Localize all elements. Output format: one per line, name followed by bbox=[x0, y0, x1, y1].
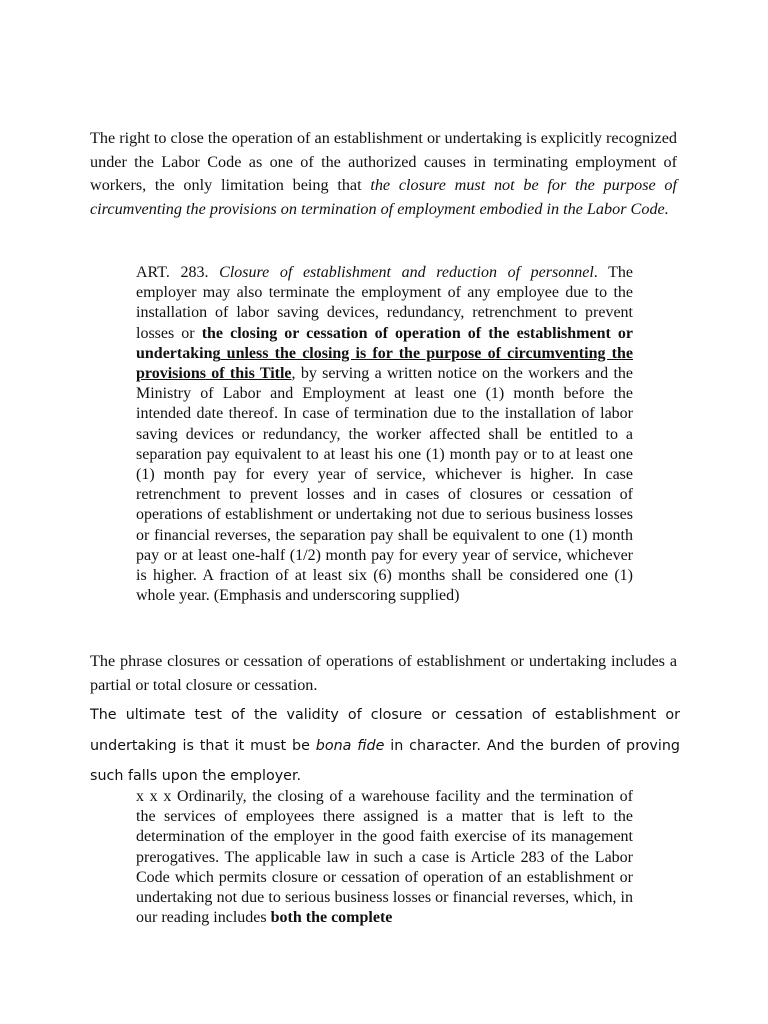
warehouse-quote-bold: both the complete bbox=[270, 909, 393, 927]
ultimate-test-text-1: The ultimate test of the validity of closure or cessation of establishment or undertaking is that it must be bbox=[90, 707, 680, 754]
intro-italic-text: the closure must not be for the purpose of circumventing the provisions on termination of employment embodied in the Labor Code. bbox=[90, 176, 677, 218]
article-underlined-comma: , bbox=[267, 526, 272, 544]
article-bold-underlined-text: unless the closing is for the purpose of circumventing the provisions of this Title bbox=[136, 344, 633, 383]
ultimate-test-text-2: in character. And the burden of proving such falls upon the employer. bbox=[90, 737, 681, 784]
intro-text: The right to close the operation of an establishment or undertaking is explicitly recognized under the Labor Code as one of the authorized causes in terminating employment of workers, the only limitation being that bbox=[90, 129, 677, 194]
bona-fide-text: bona fide bbox=[315, 737, 385, 754]
article-283-quote bbox=[136, 263, 633, 606]
warehouse-quote bbox=[136, 787, 633, 928]
phrase-paragraph bbox=[90, 650, 677, 697]
phrase-text: The phrase closures or cessation of operations of establishment or undertaking includes a partial or total closure or cessation. bbox=[90, 652, 677, 694]
article-bold-text: the closing or cessation of operation of the establishment or undertaking bbox=[136, 324, 634, 362]
article-text-3: the separation pay shall be equivalent to one (1) month pay or at least one-half (1/2) month pay for every year of service, whichever is higher. A fraction of at least six (6) months shall be considered one (1) whole year. (Emphasis and underscoring supplied) bbox=[136, 526, 633, 605]
article-title: Closure of establishment and reduction of personnel bbox=[219, 264, 594, 281]
article-text-1: . The employer may also terminate the employment of any employee due to the installation of labor saving devices, redundancy, retrenchment to prevent losses or bbox=[136, 264, 633, 342]
article-number: ART. 283. bbox=[136, 264, 220, 281]
article-text-2: , by serving a written notice on the workers and the Ministry of Labor and Employment at least one (1) month before the intended date thereof. In case of termination due to the installation of labor saving devices or redundancy, the worker affected shall be entitled to a separation pay equivalent to at least his one (1) month pay or to at least one (1) month pay for every year of service, whichever is higher. In case retrenchment to prevent losses and in cases of closures or cessation of operations of establishment or undertaking not due to serious business losses or financial reverses bbox=[136, 365, 633, 544]
warehouse-quote-text: x x x Ordinarily, the closing of a warehouse facility and the termination of the services of employees there assigned is a matter that is left to the determination of the employer in the good faith exercise of its management prerogatives. The applicable law in such a case is Article 283 of the Labor Code which permits closure or cessation of operation of an establishment or undertaking not due to serious business losses or financial reverses, which, in our reading includes bbox=[136, 788, 633, 927]
intro-paragraph bbox=[90, 127, 677, 221]
ultimate-test-paragraph bbox=[90, 700, 680, 792]
